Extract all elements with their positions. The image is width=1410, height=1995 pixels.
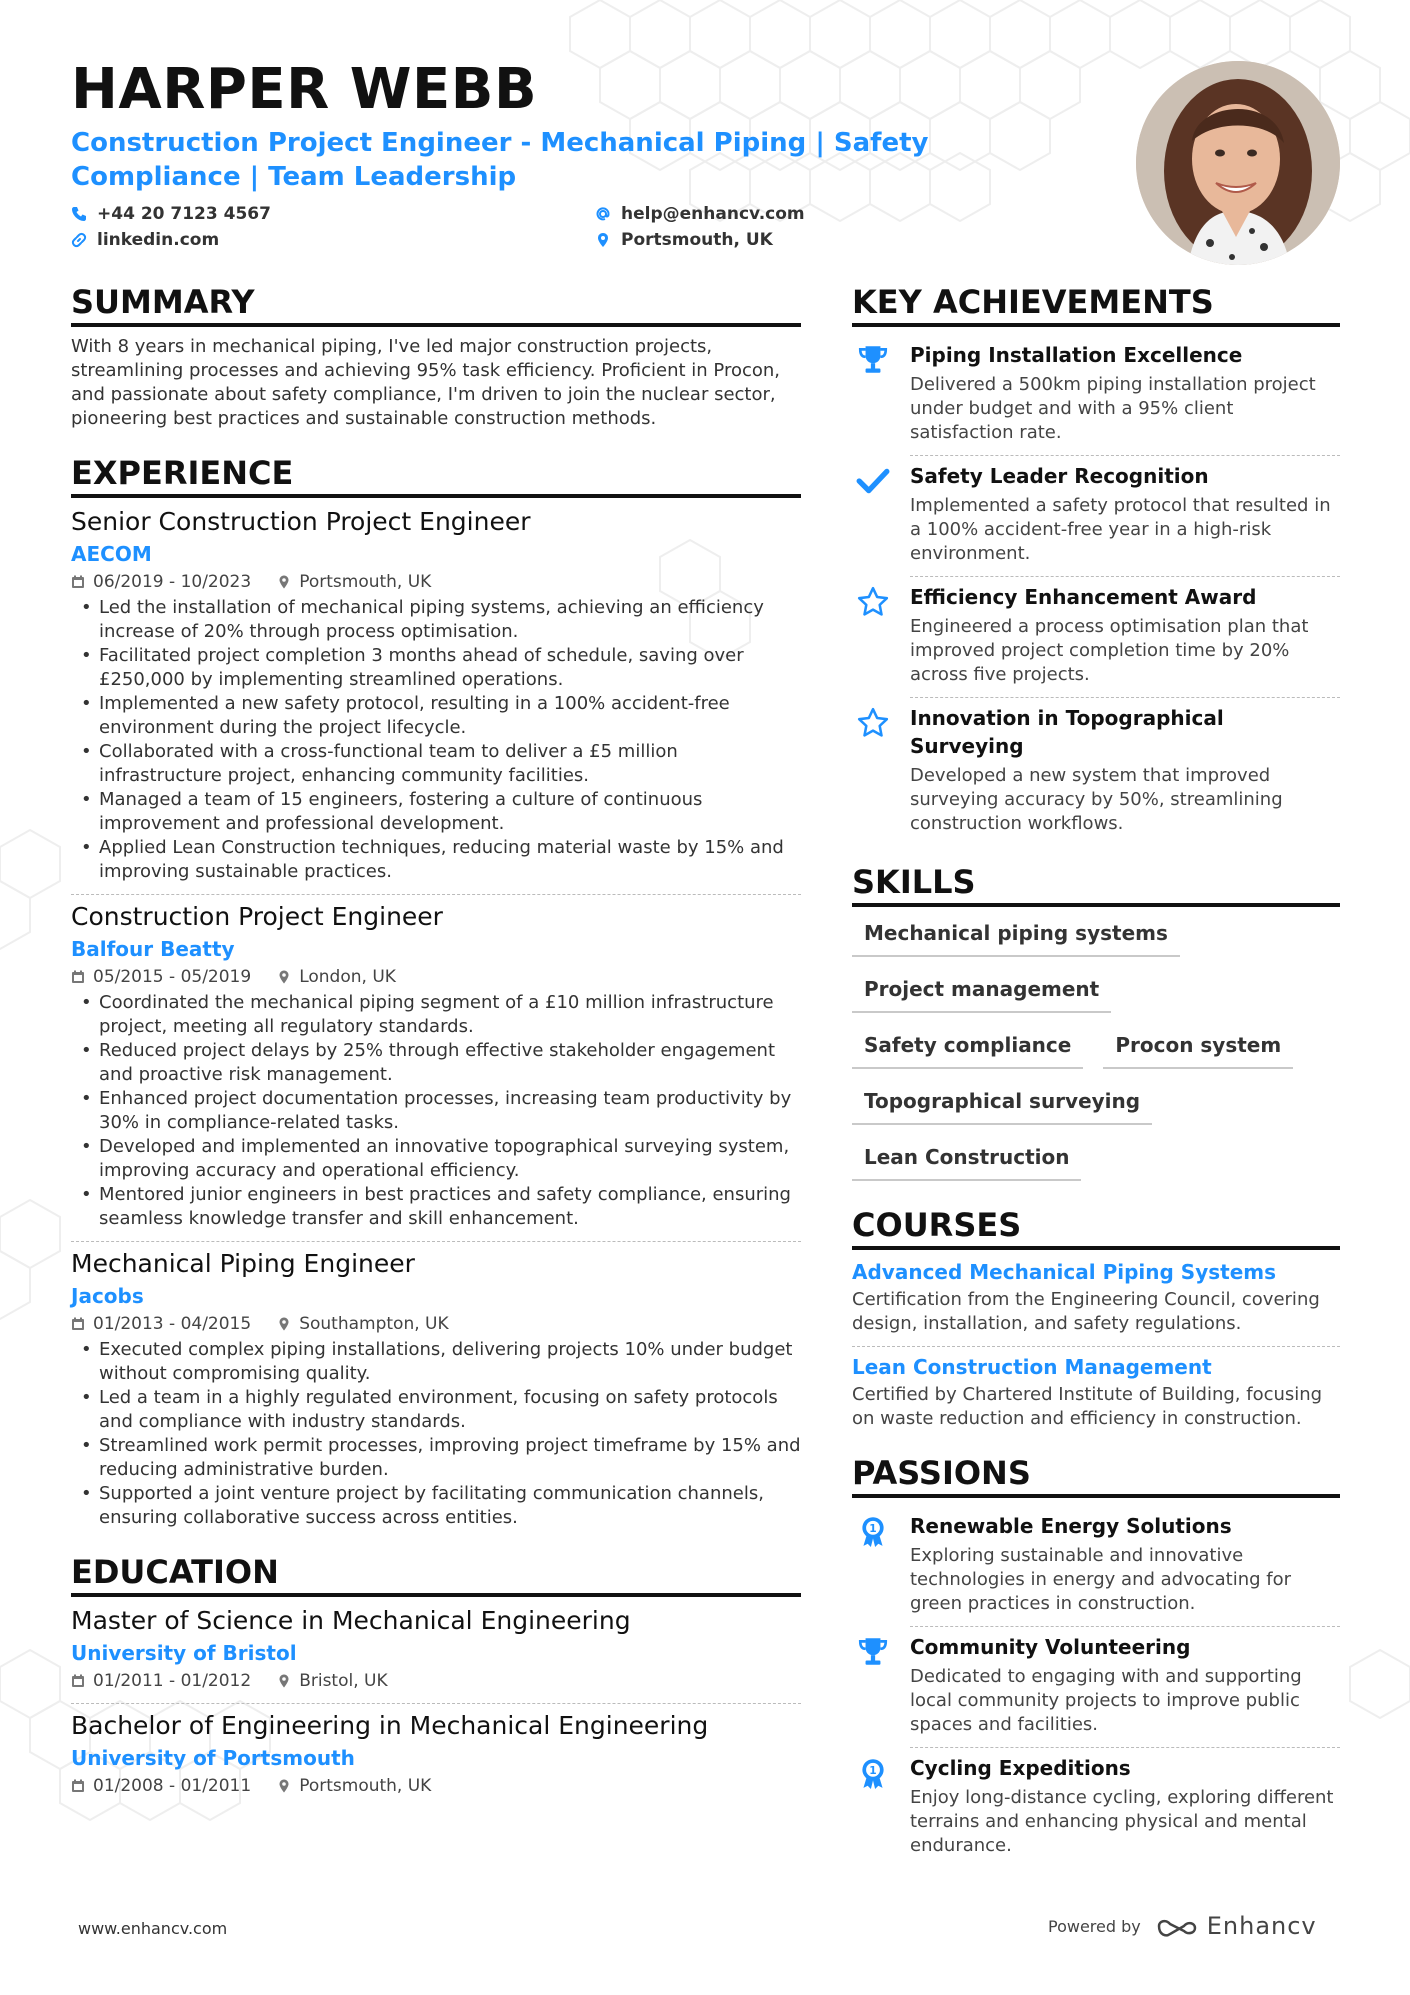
location-pin-icon: [277, 575, 291, 589]
job-meta: [71, 965, 801, 989]
education-heading: EDUCATION: [71, 1552, 801, 1597]
experience-entry: [71, 901, 801, 1231]
achievement-item: [852, 335, 1340, 453]
degree-title: Bachelor of Engineering in Mechanical Engineering: [71, 1711, 709, 1740]
achievement-description: Delivered a 500km piping installation project under budget and with a 95% client satisfaction rate.: [910, 374, 1316, 443]
bullet-item: • Executed complex piping installations, delivering projects 10% under budget without compromising quality.: [71, 1338, 801, 1386]
course-title: Advanced Mechanical Piping Systems: [852, 1260, 1277, 1284]
summary-section: [71, 282, 801, 431]
education-entry: [71, 1605, 801, 1693]
achievements-heading: KEY ACHIEVEMENTS: [852, 282, 1340, 327]
at-sign-icon: [595, 206, 611, 222]
location-pin-icon: [277, 1317, 291, 1331]
achievement-item: [852, 456, 1340, 574]
education-dates-text: 01/2011 - 01/2012: [93, 1671, 252, 1691]
footer-website-link[interactable]: www.enhancv.com: [78, 1919, 228, 1938]
passion-item: [852, 1506, 1340, 1624]
company-name: Balfour Beatty: [71, 937, 235, 961]
passion-description: Enjoy long-distance cycling, exploring different terrains and enhancing physical and mental endurance.: [910, 1787, 1334, 1856]
passion-item: [852, 1627, 1340, 1745]
education-location: [277, 1774, 431, 1798]
passion-title: Cycling Expeditions: [910, 1756, 1131, 1780]
bullet-item: • Led a team in a highly regulated environment, focusing on safety protocols and compliance with industry standards.: [71, 1386, 801, 1434]
calendar-icon: [71, 1674, 85, 1688]
left-column: [71, 282, 801, 1798]
profile-photo: [1136, 61, 1340, 265]
education-meta: [71, 1669, 801, 1693]
education-section: [71, 1552, 801, 1798]
education-meta: [71, 1774, 801, 1798]
skills-list: [852, 919, 1340, 1181]
candidate-headline: Construction Project Engineer - Mechanical Piping | Safety Compliance | Team Leadership: [71, 128, 929, 192]
bullet-item: • Streamlined work permit processes, improving project timeframe by 15% and reducing administrative burden.: [71, 1434, 801, 1482]
bullet-item: • Managed a team of 15 engineers, fostering a culture of continuous improvement and professional development.: [71, 788, 801, 836]
job-title: Mechanical Piping Engineer: [71, 1249, 415, 1278]
company-name: Jacobs: [71, 1284, 144, 1308]
course-title: Lean Construction Management: [852, 1355, 1212, 1379]
bullet-item: • Collaborated with a cross-functional team to deliver a £5 million infrastructure project, enhancing community facilities.: [71, 740, 801, 788]
link-icon: [71, 232, 87, 248]
bullet-item: • Enhanced project documentation processes, increasing team productivity by 30% in compliance-related tasks.: [71, 1087, 801, 1135]
bullet-item: • Coordinated the mechanical piping segment of a £10 million infrastructure project, meeting all regulatory standards.: [71, 991, 801, 1039]
job-location-text: London, UK: [299, 967, 396, 987]
achievement-title: Efficiency Enhancement Award: [910, 585, 1257, 609]
bullet-item: • Applied Lean Construction techniques, reducing material waste by 15% and improving sustainable practices.: [71, 836, 801, 884]
entry-divider: [71, 1703, 801, 1704]
checkmark-icon: [856, 464, 890, 498]
summary-heading: SUMMARY: [71, 282, 801, 327]
powered-by-text: Powered by: [1048, 1916, 1141, 1936]
course-divider: [852, 1346, 1340, 1347]
skills-section: [852, 862, 1340, 1181]
svg-text:1: 1: [869, 1764, 877, 1778]
course-description: Certification from the Engineering Council, covering design, installation, and safety regulations.: [852, 1289, 1320, 1334]
passion-description: Dedicated to engaging with and supporting local community projects to improve public spaces and facilities.: [910, 1666, 1302, 1735]
experience-section: [71, 453, 801, 1530]
courses-section: [852, 1205, 1340, 1431]
education-location-text: Bristol, UK: [299, 1671, 388, 1691]
skill-tag: Procon system: [1103, 1031, 1293, 1069]
bullet-item: • Developed and implemented an innovative topographical surveying system, improving accuracy and operational efficiency.: [71, 1135, 801, 1183]
job-dates-text: 05/2015 - 05/2019: [93, 967, 252, 987]
job-meta: [71, 570, 801, 594]
phone-icon: [71, 206, 87, 222]
job-title: Senior Construction Project Engineer: [71, 507, 531, 536]
job-location: [277, 965, 396, 989]
education-dates: [71, 1774, 251, 1798]
location-contact: [595, 230, 895, 250]
job-title: Construction Project Engineer: [71, 902, 443, 931]
school-name: University of Bristol: [71, 1641, 297, 1665]
calendar-icon: [71, 1779, 85, 1793]
achievements-section: [852, 282, 1340, 844]
achievement-title: Piping Installation Excellence: [910, 343, 1243, 367]
calendar-icon: [71, 575, 85, 589]
job-bullets: [71, 991, 801, 1231]
experience-heading: EXPERIENCE: [71, 453, 801, 498]
achievement-title: Safety Leader Recognition: [910, 464, 1209, 488]
star-icon: [856, 706, 890, 740]
job-dates: [71, 570, 251, 594]
bullet-item: • Led the installation of mechanical piping systems, achieving an efficiency increase of 20% through process optimisation.: [71, 596, 801, 644]
degree-title: Master of Science in Mechanical Engineering: [71, 1606, 631, 1635]
entry-divider: [71, 1241, 801, 1242]
bullet-item: • Supported a joint venture project by facilitating communication channels, ensuring collaborative success across entities.: [71, 1482, 801, 1530]
course-description: Certified by Chartered Institute of Building, focusing on waste reduction and efficiency in construction.: [852, 1384, 1323, 1429]
trophy-icon: [856, 1635, 890, 1669]
candidate-name: HARPER WEBB: [71, 57, 538, 122]
email-text: help@enhancv.com: [621, 204, 805, 224]
star-icon: [856, 585, 890, 619]
education-entry: [71, 1710, 801, 1798]
passion-item: [852, 1748, 1340, 1866]
medal-icon: [856, 1756, 890, 1790]
bullet-item: • Implemented a new safety protocol, resulting in a 100% accident-free environment during the project lifecycle.: [71, 692, 801, 740]
education-location: [277, 1669, 387, 1693]
location-pin-icon: [277, 1674, 291, 1688]
infinity-logo-icon: [1155, 1915, 1199, 1937]
brand-name: Enhancv: [1206, 1912, 1317, 1940]
job-location: [277, 570, 431, 594]
contact-info: [71, 204, 1071, 250]
location-pin-icon: [277, 970, 291, 984]
enhancv-logo[interactable]: [1155, 1912, 1317, 1940]
experience-entry: [71, 506, 801, 884]
experience-entry: [71, 1248, 801, 1530]
school-name: University of Portsmouth: [71, 1746, 355, 1770]
resume-header: [71, 58, 1071, 250]
calendar-icon: [71, 1317, 85, 1331]
summary-text: With 8 years in mechanical piping, I've led major construction projects, streamlining processes and achieving 95% task efficiency. Proficient in Procon, and passionate about safety compliance, I'm driven to join the nuclear sector, pioneering best practices and sustainable construction methods.: [71, 336, 780, 429]
entry-divider: [71, 894, 801, 895]
achievement-description: Implemented a safety protocol that resulted in a 100% accident-free year in a high-risk environment.: [910, 495, 1331, 564]
job-bullets: [71, 1338, 801, 1530]
linkedin-text: linkedin.com: [97, 230, 220, 250]
svg-text:1: 1: [869, 1522, 877, 1536]
medal-icon: [856, 1514, 890, 1548]
achievement-item: [852, 577, 1340, 695]
job-dates-text: 06/2019 - 10/2023: [93, 572, 252, 592]
right-column: [852, 282, 1340, 1866]
passion-title: Renewable Energy Solutions: [910, 1514, 1232, 1538]
course-item: [852, 1258, 1340, 1336]
bullet-item: • Mentored junior engineers in best practices and safety compliance, ensuring seamless knowledge transfer and skill enhancement.: [71, 1183, 801, 1231]
education-dates: [71, 1669, 251, 1693]
location-pin-icon: [595, 232, 611, 248]
job-location-text: Portsmouth, UK: [299, 572, 432, 592]
calendar-icon: [71, 970, 85, 984]
skill-tag: Mechanical piping systems: [852, 919, 1180, 957]
skill-tag: Project management: [852, 975, 1111, 1013]
job-dates-text: 01/2013 - 04/2015: [93, 1314, 252, 1334]
skill-tag: Topographical surveying: [852, 1087, 1152, 1125]
location-pin-icon: [277, 1779, 291, 1793]
email-contact[interactable]: [595, 204, 895, 224]
job-dates: [71, 1312, 251, 1336]
location-text: Portsmouth, UK: [621, 230, 773, 250]
skill-tag: Lean Construction: [852, 1143, 1081, 1181]
job-location-text: Southampton, UK: [299, 1314, 449, 1334]
passions-heading: PASSIONS: [852, 1453, 1340, 1498]
job-location: [277, 1312, 448, 1336]
bullet-item: • Facilitated project completion 3 months ahead of schedule, saving over £250,000 by implementing streamlined operations.: [71, 644, 801, 692]
achievement-description: Developed a new system that improved surveying accuracy by 50%, streamlining construction workflows.: [910, 765, 1283, 834]
achievement-title: Innovation in Topographical Surveying: [910, 706, 1224, 758]
trophy-icon: [856, 343, 890, 377]
job-meta: [71, 1312, 801, 1336]
achievement-description: Engineered a process optimisation plan that improved project completion time by 20% across five projects.: [910, 616, 1309, 685]
phone-text: +44 20 7123 4567: [97, 204, 271, 224]
skills-heading: SKILLS: [852, 862, 1340, 907]
courses-heading: COURSES: [852, 1205, 1340, 1250]
passions-section: [852, 1453, 1340, 1866]
education-dates-text: 01/2008 - 01/2011: [93, 1776, 252, 1796]
job-dates: [71, 965, 251, 989]
passion-description: Exploring sustainable and innovative technologies in energy and advocating for green practices in construction.: [910, 1545, 1292, 1614]
skill-tag: Safety compliance: [852, 1031, 1083, 1069]
achievement-item: [852, 698, 1340, 844]
passion-title: Community Volunteering: [910, 1635, 1191, 1659]
portrait-image: [1136, 61, 1340, 265]
linkedin-contact[interactable]: [71, 230, 595, 250]
company-name: AECOM: [71, 542, 152, 566]
course-item: [852, 1353, 1340, 1431]
education-location-text: Portsmouth, UK: [299, 1776, 432, 1796]
job-bullets: [71, 596, 801, 884]
bullet-item: • Reduced project delays by 25% through effective stakeholder engagement and proactive risk management.: [71, 1039, 801, 1087]
phone-contact[interactable]: [71, 204, 595, 224]
footer-branding: [1048, 1912, 1317, 1940]
